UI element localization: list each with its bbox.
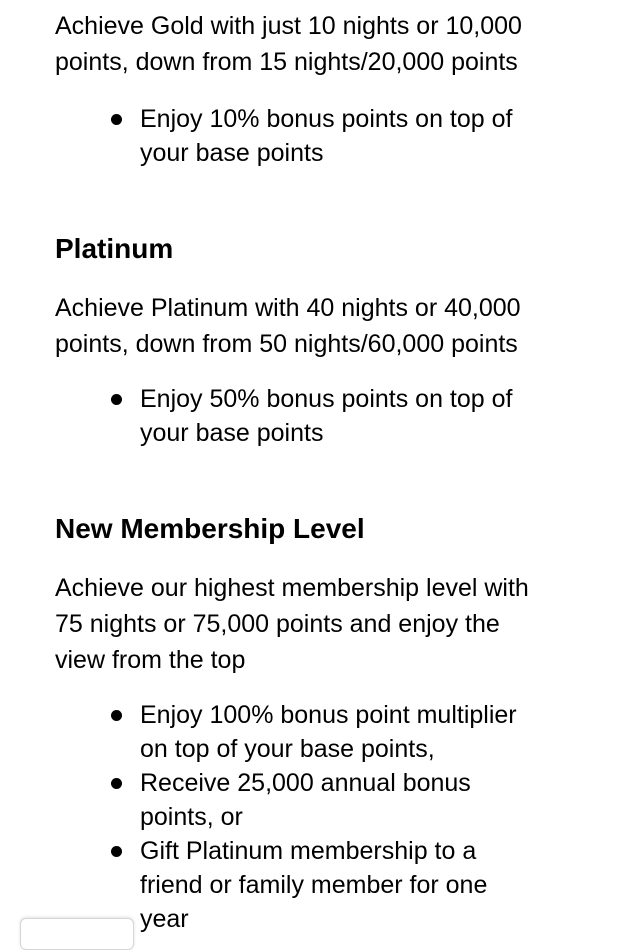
new-level-benefits-list xyxy=(55,698,615,936)
list-item: Receive 25,000 annual bonus points, or xyxy=(55,766,615,834)
bullet-icon xyxy=(111,394,122,405)
bullet-icon xyxy=(111,710,122,721)
new-level-description-line: 75 nights or 75,000 points and enjoy the xyxy=(55,610,500,638)
bullet-icon xyxy=(111,846,122,857)
platinum-description xyxy=(55,290,615,362)
bullet-icon xyxy=(111,778,122,789)
new-level-description xyxy=(55,570,615,678)
bullet-icon xyxy=(111,114,122,125)
gold-benefits-list xyxy=(55,102,615,170)
list-item: Enjoy 50% bonus points on top of your base points xyxy=(55,382,615,450)
list-item: Gift Platinum membership to a friend or family member for one year xyxy=(55,834,615,936)
new-level-description-line: view from the top xyxy=(55,646,246,674)
new-level-description-line: Achieve our highest membership level with xyxy=(55,574,529,602)
gold-description-line: Achieve Gold with just 10 nights or 10,000 xyxy=(55,12,522,40)
gold-description-line: points, down from 15 nights/20,000 points xyxy=(55,48,518,76)
bottom-toolbar-tab[interactable] xyxy=(20,918,134,950)
platinum-description-line: Achieve Platinum with 40 nights or 40,000 xyxy=(55,294,521,322)
platinum-description-line: points, down from 50 nights/60,000 points xyxy=(55,330,518,358)
list-item: Enjoy 10% bonus points on top of your base points xyxy=(55,102,615,170)
gold-description xyxy=(55,8,615,80)
platinum-benefits-list xyxy=(55,382,615,450)
list-item: Enjoy 100% bonus point multiplier on top of your base points, xyxy=(55,698,615,766)
new-level-heading: New Membership Level xyxy=(55,513,365,544)
platinum-heading: Platinum xyxy=(55,233,174,264)
